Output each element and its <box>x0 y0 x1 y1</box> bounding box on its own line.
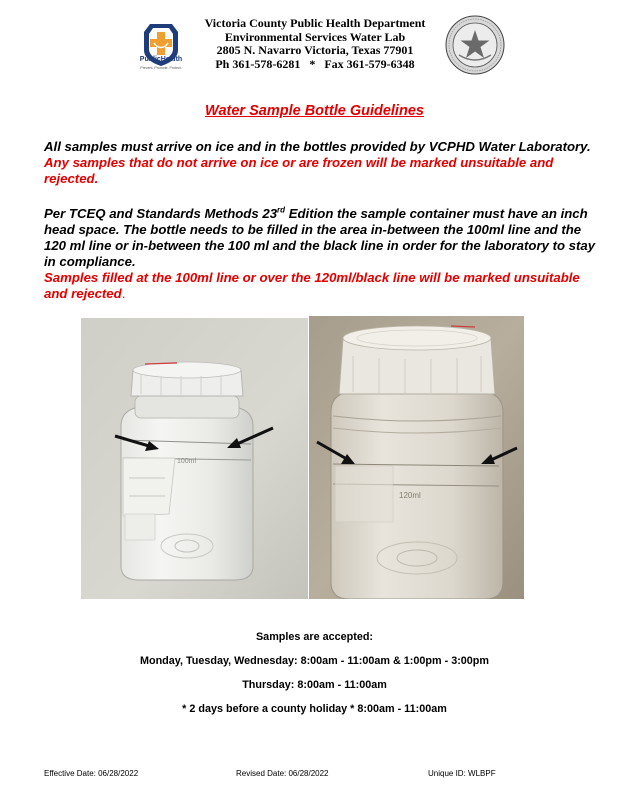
header-line-lab: Environmental Services Water Lab <box>224 29 406 44</box>
arrival-requirements-paragraph <box>44 139 599 187</box>
fill-level-text-start: Per TCEQ and Standards Methods 23 <box>44 206 278 221</box>
header-line-address: 2805 N. Navarro Victoria, Texas 77901 <box>216 43 414 57</box>
header-line-department: Victoria County Public Health Department <box>204 16 426 30</box>
edition-superscript: rd <box>277 205 286 215</box>
unique-id: Unique ID: WLBPF <box>428 769 496 778</box>
public-health-tagline: Prevent. Promote. Protect. <box>140 66 182 70</box>
fill-rejection-warning-text: Samples filled at the 100ml line or over the 120ml/black line will be marked unsuitable and rejected <box>44 270 580 301</box>
fill-level-text-rest: Edition the sample container must have an inch head space. The bottle needs to be filled in the area in-between the 100ml line and the 120 ml line or in-between the 100 ml and the black line in order for the laboratory to stay in compliance. <box>44 206 596 269</box>
rejection-warning-text: Any samples that do not arrive on ice or are frozen will be marked unsuitable and rejected. <box>44 155 554 186</box>
graduation-120ml-label: 120ml <box>399 491 421 500</box>
accepted-line-thursday: Thursday: 8:00am - 11:00am <box>242 679 387 691</box>
graduation-100ml-label: 100ml <box>177 458 197 465</box>
revised-date: Revised Date: 06/28/2022 <box>236 769 329 778</box>
accepted-heading: Samples are accepted: <box>255 631 374 643</box>
effective-date: Effective Date: 06/28/2022 <box>44 769 139 778</box>
accepted-line-mon-wed: Monday, Tuesday, Wednesday: 8:00am - 11:00am & 1:00pm - 3:00pm <box>139 655 490 667</box>
texas-state-seal-icon <box>445 15 505 75</box>
fill-level-paragraph: Per TCEQ and Standards Methods 23rd Edition the sample container must have an inch head space. The bottle needs to be filled in the area in-between the 100ml line and the 120 ml line or in-between the 100 ml and the black line in order for the laboratory to stay in compliance. Samples filled at the 100ml line or over the 120ml/black line will be marked unsuitable and rejected. <box>44 205 596 301</box>
bottle-photo-left <box>81 318 308 599</box>
accepted-line-holiday: * 2 days before a county holiday * 8:00am - 11:00am <box>182 703 447 715</box>
bottle-photo-right <box>309 316 524 599</box>
department-header <box>196 17 434 71</box>
arrival-requirements-text: All samples must arrive on ice and in the bottles provided by VCPHD Water Laboratory. <box>44 139 591 154</box>
public-health-logo-text: PublicHealth <box>139 56 183 63</box>
page-title: Water Sample Bottle Guidelines <box>205 103 424 119</box>
header-line-phone-fax: Ph 361-578-6281 * Fax 361-579-6348 <box>215 56 415 71</box>
